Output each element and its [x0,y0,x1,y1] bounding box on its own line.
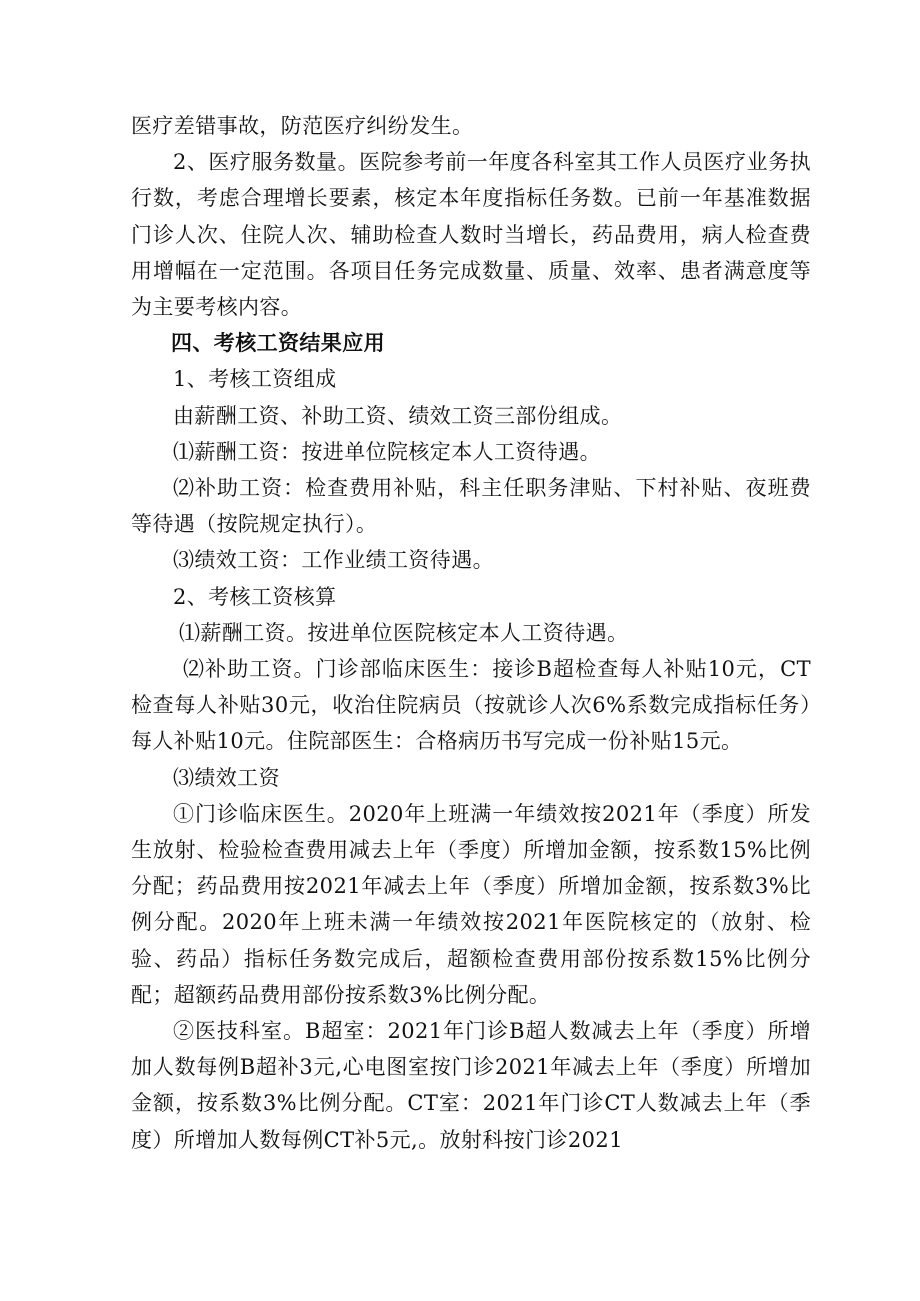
calc-performance-wage: ⑶绩效工资 [173,765,280,790]
paragraph-service-quantity: 2、医疗服务数量。医院参考前一年度各科室其工作人员医疗业务执行数，考虑合理增长要素，核定本年度指标任务数。已前一年基准数据门诊人次、住院人次、辅助检查人数时当增长，药品费用，病人检查费用增幅在一定范围。各项目任务完成数量、质量、效率、患者满意度等为主要考核内容。 [131,150,811,320]
subheading-wage-composition: 1、考核工资组成 [173,367,337,392]
calc-salary-wage: ⑴薪酬工资。按进单位医院核定本人工资待遇。 [179,620,629,645]
paragraph-wage-composition: 由薪酬工资、补助工资、绩效工资三部份组成。 [173,403,623,428]
item-subsidy-wage: ⑵补助工资：检查费用补贴，科主任职务津贴、下村补贴、夜班费等待遇（按院规定执行）。 [131,476,811,537]
section-heading-4: 四、考核工资结果应用 [171,331,385,356]
item-performance-wage: ⑶绩效工资：工作业绩工资待遇。 [173,548,494,573]
item-salary-wage: ⑴薪酬工资：按进单位院核定本人工资待遇。 [173,439,601,464]
subheading-wage-calculation: 2、考核工资核算 [173,584,337,609]
paragraph-outpatient-doctors: ①门诊临床医生。2020年上班满一年绩效按2021年（季度）所发生放射、检验检查费用减去上年（季度）所增加金额，按系数15%比例分配；药品费用按2021年减去上年（季度）所增加金额，按系数3%比例分配。2020年上班未满一年绩效按2021年医院核定的（放射、检验、药品）指标任务数完成后，超额检查费用部份按系数15%比例分配；超额药品费用部份按系数3%比例分配。 [131,801,811,1007]
paragraph-continuation: 医疗差错事故，防范医疗纠纷发生。 [131,114,474,138]
paragraph-medical-tech: ②医技科室。B超室：2021年门诊B超人数减去上年（季度）所增加人数每例B超补3元,心电图室按门诊2021年减去上年（季度）所增加金额，按系数3%比例分配。CT室：2021年门诊CT人数减去上年（季度）所增加人数每例CT补5元,。放射科按门诊2021 [131,1019,811,1152]
calc-subsidy-wage: ⑵补助工资。门诊部临床医生：接诊B超检查每人补贴10元，CT检查每人补贴30元，收治住院病员（按就诊人次6%系数完成指标任务）每人补贴10元。住院部医生：合格病历书写完成一份补贴15元。 [131,657,811,754]
document-body [131,108,811,1158]
